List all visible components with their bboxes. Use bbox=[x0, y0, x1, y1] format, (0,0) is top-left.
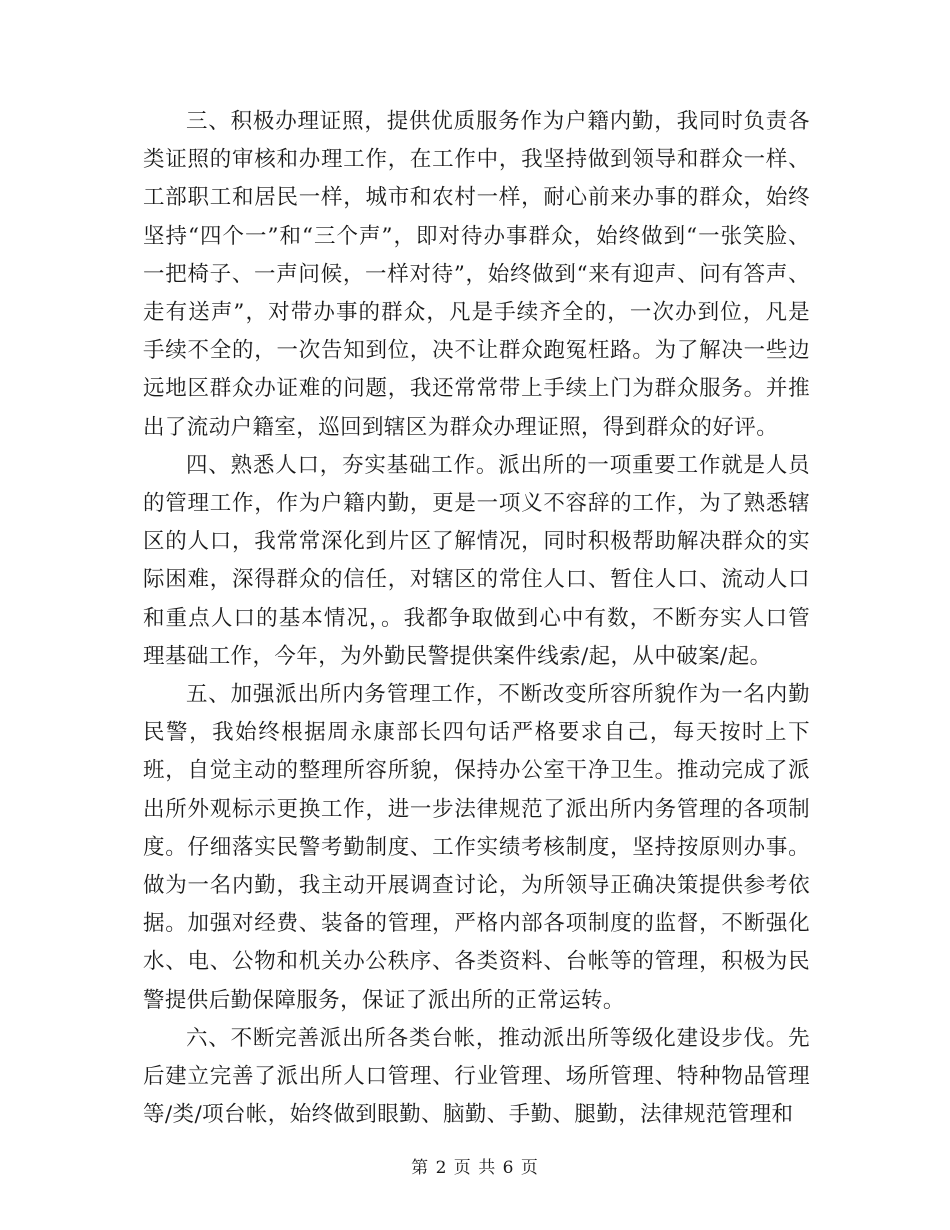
paragraph-section-6: 六、不断完善派出所各类台帐，推动派出所等级化建设步伐。先后建立完善了派出所人口管理、行业管理、场所管理、特种物品管理等/类/项台帐，始终做到眼勤、脑勤、手勤、腿勤，法律规范管理和 bbox=[143, 1025, 810, 1128]
paragraph-section-4: 四、熟悉人口，夯实基础工作。派出所的一项重要工作就是人员的管理工作，作为户籍内勤，更是一项义不容辞的工作，为了熟悉辖区的人口，我常常深化到片区了解情况，同时积极帮助解决群众的实际困难，深得群众的信任，对辖区的常住人口、暂住人口、流动人口和重点人口的基本情况，。我都争取做到心中有数，不断夯实人口管理基础工作，今年，为外勤民警提供案件线索/起，从中破案/起。 bbox=[143, 452, 810, 669]
paragraph-section-5: 五、加强派出所内务管理工作，不断改变所容所貌作为一名内勤民警，我始终根据周永康部长四句话严格要求自己，每天按时上下班，自觉主动的整理所容所貌，保持办公室干净卫生。推动完成了派出所外观标示更换工作，进一步法律规范了派出所内务管理的各项制度。仔细落实民警考勤制度、工作实绩考核制度，坚持按原则办事。做为一名内勤，我主动开展调查讨论，为所领导正确决策提供参考依据。加强对经费、装备的管理，严格内部各项制度的监督，不断强化水、电、公物和机关办公秩序、各类资料、台帐等的管理，积极为民警提供后勤保障服务，保证了派出所的正常运转。 bbox=[143, 682, 810, 1013]
document-body bbox=[143, 103, 810, 1134]
paragraph-section-3: 三、积极办理证照，提供优质服务作为户籍内勤，我同时负责各类证照的审核和办理工作，在工作中，我坚持做到领导和群众一样、工部职工和居民一样，城市和农村一样，耐心前来办事的群众，始终坚持“四个一”和“三个声”，即对待办事群众，始终做到“一张笑脸、一把椅子、一声问候，一样对待”，始终做到“来有迎声、问有答声、走有送声”，对带办事的群众，凡是手续齐全的，一次办到位，凡是手续不全的，一次告知到位，决不让群众跑冤枉路。为了解决一些边远地区群众办证难的问题，我还常常带上手续上门为群众服务。并推出了流动户籍室，巡回到辖区为群众办理证照，得到群众的好评。 bbox=[143, 109, 810, 440]
page-number-footer: 第 2 页 共 6 页 bbox=[411, 1158, 539, 1178]
